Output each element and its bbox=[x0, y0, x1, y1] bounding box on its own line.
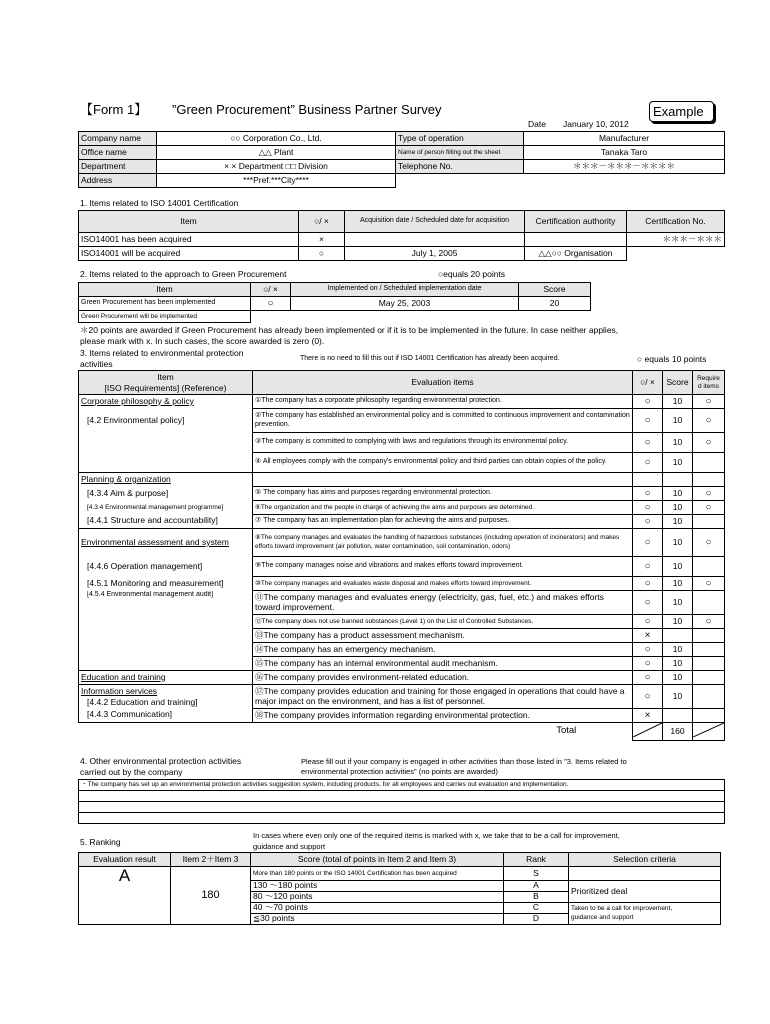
eval-score bbox=[663, 473, 693, 487]
rank-score-range: 130 ～180 points bbox=[251, 881, 504, 892]
eval-col-item bbox=[79, 371, 253, 395]
rank-letter: D bbox=[504, 914, 569, 925]
eval-required bbox=[693, 671, 725, 685]
eval-left-title: Information services bbox=[81, 686, 158, 697]
eval-score bbox=[663, 629, 693, 643]
rank-score-range: ≦30 points bbox=[251, 914, 504, 925]
eval-left: Environmental assessment and system bbox=[79, 529, 253, 557]
eval-required bbox=[693, 643, 725, 657]
rank-score-range: 80 ～120 points bbox=[251, 892, 504, 903]
iso-mark: × bbox=[299, 233, 345, 247]
rank-criteria-improve-1: Taken to be a call for improvement, bbox=[571, 905, 673, 913]
eval-mark: ○ bbox=[633, 615, 663, 629]
eval-col-required-2: d items bbox=[698, 382, 719, 390]
evaluation-result: A bbox=[79, 867, 171, 925]
table-row bbox=[79, 557, 725, 577]
eval-mark: ○ bbox=[633, 557, 663, 577]
eval-left bbox=[79, 629, 253, 643]
eval-item: ⑩The company manages and evaluates waste disposal and makes efforts toward improvement. bbox=[253, 577, 633, 591]
eval-item: ⑨The company manages noise and vibrations and makes efforts toward improvement. bbox=[253, 557, 633, 577]
iso-item: ISO14001 has been acquired bbox=[79, 233, 299, 247]
eval-col-item-sub: [ISO Requirements] (Reference) bbox=[104, 382, 227, 393]
section4-heading-2: carried out by the company bbox=[80, 767, 183, 777]
total-required-strike bbox=[693, 723, 724, 737]
iso-date: July 1, 2005 bbox=[345, 247, 525, 261]
rank-criteria-improve bbox=[569, 903, 721, 925]
eval-required: ○ bbox=[693, 501, 725, 515]
eval-item: ⑬The company has a product assessment mechanism. bbox=[253, 629, 633, 643]
eval-col-mark: ○/ × bbox=[633, 371, 663, 395]
eval-required: ○ bbox=[693, 529, 725, 557]
eval-left: Education and training bbox=[79, 671, 253, 685]
operation-type-label: Type of operation bbox=[396, 132, 524, 146]
table-row bbox=[79, 501, 725, 515]
other-activities-table bbox=[78, 779, 725, 824]
eval-mark: ○ bbox=[633, 685, 663, 709]
department-value: × × Department □□ Division bbox=[157, 160, 396, 174]
rank-score-range: More than 180 points or the ISO 14001 Certification has been acquired bbox=[251, 867, 504, 881]
other-activity-blank bbox=[79, 813, 725, 824]
table-row bbox=[79, 685, 725, 709]
table-row bbox=[79, 577, 725, 591]
eval-left bbox=[79, 657, 253, 671]
eval-score: 10 bbox=[663, 615, 693, 629]
eval-mark: ○ bbox=[633, 657, 663, 671]
iso-table bbox=[78, 210, 725, 261]
rank-letter: S bbox=[504, 867, 569, 881]
eval-score: 10 bbox=[663, 557, 693, 577]
section4-note: Please fill out if your company is engaged in other activities than those listed in "3. Items related to bbox=[301, 757, 627, 766]
eval-item: ⑮The company has an internal environmental audit mechanism. bbox=[253, 657, 633, 671]
eval-score: 10 bbox=[663, 657, 693, 671]
eval-mark: ○ bbox=[633, 643, 663, 657]
iso-authority bbox=[525, 233, 627, 247]
eval-score: 10 bbox=[663, 591, 693, 615]
eval-col-required bbox=[693, 371, 725, 395]
gp-mark: ○ bbox=[251, 297, 291, 311]
other-activity-entry: ・The company has set up an environmental protection activities suggestion system, including products, for all employees and carries out evaluation and implementation. bbox=[79, 780, 725, 791]
eval-left bbox=[79, 643, 253, 657]
iso-col-item: Item bbox=[79, 211, 299, 233]
table-row bbox=[79, 671, 725, 685]
operation-type-value: Manufacturer bbox=[524, 132, 725, 146]
eval-item: ①The company has a corporate philosophy regarding environmental protection. bbox=[253, 395, 633, 409]
section4-heading: 4. Other environmental protection activities bbox=[80, 756, 242, 766]
eval-required: ○ bbox=[693, 433, 725, 453]
eval-left: [4.5.1 Monitoring and measurement] bbox=[79, 577, 253, 591]
section4-note-2: environmental protection activities" (no points are awarded) bbox=[301, 767, 498, 776]
eval-mark: ○ bbox=[633, 501, 663, 515]
eval-mark: ○ bbox=[633, 515, 663, 529]
rank-col-score: Score (total of points in Item 2 and Item 3) bbox=[251, 853, 504, 867]
eval-left bbox=[79, 453, 253, 473]
total-label: Total bbox=[253, 723, 633, 741]
person-name-label: Name of person filling out the sheet bbox=[396, 146, 524, 160]
total-required-struck bbox=[693, 723, 725, 741]
eval-score bbox=[663, 709, 693, 723]
eval-score: 10 bbox=[663, 671, 693, 685]
eval-score: 10 bbox=[663, 685, 693, 709]
eval-score: 10 bbox=[663, 515, 693, 529]
eval-item: ⑱The company provides information regarding environmental protection. bbox=[253, 709, 633, 723]
eval-left: Corporate philosophy & policy bbox=[79, 395, 253, 409]
eval-score: 10 bbox=[663, 577, 693, 591]
total-mark-strike bbox=[633, 723, 662, 737]
eval-required bbox=[693, 685, 725, 709]
table-row bbox=[79, 515, 725, 529]
table-row bbox=[79, 629, 725, 643]
office-name-value: △△ Plant bbox=[157, 146, 396, 160]
eval-left: [4.4.6 Operation management] bbox=[79, 557, 253, 577]
table-row bbox=[79, 473, 725, 487]
eval-item: ⑧The company manages and evaluates the handling of hazardous substances (including operation of incinerators) and makes efforts toward improvement (air pollution, water contamination, soil contamination, odors) bbox=[253, 529, 633, 557]
table-row bbox=[79, 297, 591, 311]
section2-heading: 2. Items related to the approach to Green Procurement bbox=[80, 269, 287, 279]
table-row bbox=[79, 233, 725, 247]
address-value: ***Pref.***City**** bbox=[157, 174, 396, 188]
eval-item: ⑯The company provides environment-related education. bbox=[253, 671, 633, 685]
eval-required bbox=[693, 557, 725, 577]
section1-heading: 1. Items related to ISO 14001 Certification bbox=[80, 198, 239, 208]
eval-score: 10 bbox=[663, 395, 693, 409]
eval-item: ⑪The company manages and evaluates energy (electricity, gas, fuel, etc.) and makes efforts toward improvement. bbox=[253, 591, 633, 615]
page-title: ”Green Procurement” Business Partner Survey bbox=[172, 102, 442, 117]
rank-col-result: Evaluation result bbox=[79, 853, 171, 867]
eval-item: ③The company is committed to complying with laws and regulations through its environmental policy. bbox=[253, 433, 633, 453]
gp-col-date: Implemented on / Scheduled implementation date bbox=[291, 283, 519, 297]
person-name-value: Tanaka Taro bbox=[524, 146, 725, 160]
gp-col-score: Score bbox=[519, 283, 591, 297]
eval-mark: × bbox=[633, 709, 663, 723]
table-row bbox=[79, 657, 725, 671]
company-info-table bbox=[78, 131, 725, 188]
eval-col-eval: Evaluation items bbox=[253, 371, 633, 395]
table-row bbox=[79, 643, 725, 657]
eval-item: ⑰The company provides education and training for those engaged in operations that could have a major impact on the environment, and has a list of personnel. bbox=[253, 685, 633, 709]
eval-item: ⑫The company does not use banned substances (Level 1) on the List of Controlled Substances. bbox=[253, 615, 633, 629]
table-row bbox=[79, 395, 725, 409]
form-label: 【Form 1】 bbox=[80, 102, 148, 117]
section3-heading-2: activities bbox=[80, 359, 113, 369]
eval-item: ⑥The organization and the people in charge of achieving the aims and purposes are determined. bbox=[253, 501, 633, 515]
table-row bbox=[79, 433, 725, 453]
iso-item: ISO14001 will be acquired bbox=[79, 247, 299, 261]
eval-item bbox=[253, 473, 633, 487]
table-row bbox=[79, 311, 591, 323]
rank-letter: C bbox=[504, 903, 569, 914]
gp-col-mark: ○/ × bbox=[251, 283, 291, 297]
table-row bbox=[79, 529, 725, 557]
other-activity-blank bbox=[79, 791, 725, 802]
eval-score: 10 bbox=[663, 487, 693, 501]
section2-footnote: ＊20 points are awarded if Green Procurement has already been implemented or if it is to be implemented in the future. In case neither applies, bbox=[80, 325, 619, 335]
eval-required bbox=[693, 657, 725, 671]
eval-col-item-label: Item bbox=[157, 372, 174, 383]
eval-required: ○ bbox=[693, 615, 725, 629]
table-row bbox=[79, 709, 725, 723]
eval-required: ○ bbox=[693, 395, 725, 409]
table-row bbox=[79, 453, 725, 473]
eval-left: [4.4.3 Communication] bbox=[79, 709, 253, 723]
company-name-value: ○○ Corporation Co., Ltd. bbox=[157, 132, 396, 146]
iso-number bbox=[627, 247, 725, 261]
iso-col-authority: Certification authority bbox=[525, 211, 627, 233]
eval-mark bbox=[633, 473, 663, 487]
iso-col-date: Acquisition date / Scheduled date for acquisition bbox=[345, 211, 525, 233]
date-label: Date bbox=[528, 119, 546, 129]
iso-mark: ○ bbox=[299, 247, 345, 261]
table-row bbox=[79, 591, 725, 615]
eval-score: 10 bbox=[663, 501, 693, 515]
rank-letter: A bbox=[504, 881, 569, 892]
eval-required bbox=[693, 453, 725, 473]
eval-score: 10 bbox=[663, 643, 693, 657]
total-value: 160 bbox=[663, 723, 693, 741]
eval-mark: ○ bbox=[633, 395, 663, 409]
eval-required: ○ bbox=[693, 577, 725, 591]
iso-col-mark: ○/ × bbox=[299, 211, 345, 233]
other-activity-blank bbox=[79, 802, 725, 813]
office-name-label: Office name bbox=[79, 146, 157, 160]
eval-left bbox=[79, 685, 253, 709]
table-row bbox=[79, 615, 725, 629]
eval-mark: ○ bbox=[633, 529, 663, 557]
eval-left: [4.5.4 Environmental management audit] bbox=[79, 591, 253, 615]
gp-col-item: Item bbox=[79, 283, 251, 297]
eval-left-sub: [4.4.2 Education and training] bbox=[87, 696, 198, 707]
section3-points: ○ equals 10 points bbox=[637, 354, 707, 364]
rank-letter: B bbox=[504, 892, 569, 903]
total-mark-struck bbox=[633, 723, 663, 741]
iso-col-number: Certification No. bbox=[627, 211, 725, 233]
ranking-table bbox=[78, 852, 721, 925]
eval-left: Planning & organization bbox=[79, 473, 253, 487]
eval-item: ⑤ The company has aims and purposes regarding environmental protection. bbox=[253, 487, 633, 501]
eval-item: ④ All employees comply with the company's environmental policy and third parties can obtain copies of the policy. bbox=[253, 453, 633, 473]
section3-note: There is no need to fill this out if ISO 14001 Certification has already been acquired. bbox=[300, 355, 560, 362]
eval-mark: ○ bbox=[633, 409, 663, 433]
section5-note: In cases where even only one of the required items is marked with x, we take that to be a call for improvement, bbox=[253, 831, 620, 840]
iso-number: ＊＊＊－＊＊＊ bbox=[627, 233, 725, 247]
eval-left bbox=[79, 433, 253, 453]
eval-score: 10 bbox=[663, 529, 693, 557]
telephone-value: ＊＊＊－＊＊＊－＊＊＊＊ bbox=[524, 160, 725, 174]
rank-criteria-improve-2: guidance and support bbox=[571, 913, 634, 921]
gp-score: 20 bbox=[519, 297, 591, 311]
eval-score: 10 bbox=[663, 433, 693, 453]
green-procurement-table bbox=[78, 282, 591, 323]
example-badge bbox=[649, 101, 714, 122]
total-row bbox=[79, 723, 725, 741]
company-name-label: Company name bbox=[79, 132, 157, 146]
gp-item: Green Procurement has been implemented bbox=[79, 297, 251, 311]
eval-item: ⑭The company has an emergency mechanism. bbox=[253, 643, 633, 657]
eval-required bbox=[693, 473, 725, 487]
iso-date bbox=[345, 233, 525, 247]
section2-footnote-2: please mark with x. In such cases, the score awarded is zero (0). bbox=[80, 336, 325, 346]
gp-score bbox=[519, 311, 591, 323]
example-badge-text: Example bbox=[653, 104, 704, 119]
eval-mark: × bbox=[633, 629, 663, 643]
eval-col-required-1: Require bbox=[697, 374, 720, 382]
telephone-label: Telephone No. bbox=[396, 160, 524, 174]
date-value: January 10, 2012 bbox=[563, 119, 629, 129]
eval-item: ⑦ The company has an implementation plan for achieving the aims and purposes. bbox=[253, 515, 633, 529]
rank-col-items: Item 2＋Item 3 bbox=[171, 853, 251, 867]
section3-heading: 3. Items related to environmental protection bbox=[80, 348, 244, 358]
eval-score: 10 bbox=[663, 453, 693, 473]
table-row bbox=[79, 409, 725, 433]
table-row bbox=[79, 867, 721, 881]
section2-points-note: ○equals 20 points bbox=[438, 269, 506, 279]
eval-required bbox=[693, 709, 725, 723]
rank-col-criteria: Selection criteria bbox=[569, 853, 721, 867]
eval-mark: ○ bbox=[633, 577, 663, 591]
items-total: 180 bbox=[171, 867, 251, 925]
rank-criteria-blank bbox=[569, 867, 721, 881]
gp-date bbox=[291, 311, 519, 323]
rank-score-range: 40 ～70 points bbox=[251, 903, 504, 914]
eval-item: ②The company has established an environmental policy and is committed to continuous improvement and contamination prevention. bbox=[253, 409, 633, 433]
eval-required bbox=[693, 515, 725, 529]
eval-required bbox=[693, 591, 725, 615]
address-label: Address bbox=[79, 174, 157, 188]
gp-date: May 25, 2003 bbox=[291, 297, 519, 311]
eval-col-score: Score bbox=[663, 371, 693, 395]
eval-left: [4.3.4 Aim & purpose] bbox=[79, 487, 253, 501]
eval-left bbox=[79, 615, 253, 629]
eval-score: 10 bbox=[663, 409, 693, 433]
table-row bbox=[79, 247, 725, 261]
eval-left: [4.2 Environmental policy] bbox=[79, 409, 253, 433]
eval-mark: ○ bbox=[633, 591, 663, 615]
eval-mark: ○ bbox=[633, 671, 663, 685]
eval-required: ○ bbox=[693, 487, 725, 501]
rank-criteria-prioritized: Prioritized deal bbox=[569, 881, 721, 903]
eval-required bbox=[693, 629, 725, 643]
section5-heading: 5. Ranking bbox=[80, 837, 121, 847]
iso-authority: △△○○ Organisation bbox=[525, 247, 627, 261]
section5-note-2: guidance and support bbox=[253, 842, 326, 851]
rank-col-rank: Rank bbox=[504, 853, 569, 867]
eval-mark: ○ bbox=[633, 487, 663, 501]
eval-left: [4.4.1 Structure and accountability] bbox=[79, 515, 253, 529]
eval-mark: ○ bbox=[633, 433, 663, 453]
evaluation-table bbox=[78, 370, 725, 741]
table-row bbox=[79, 487, 725, 501]
department-label: Department bbox=[79, 160, 157, 174]
eval-required: ○ bbox=[693, 409, 725, 433]
gp-mark bbox=[251, 311, 291, 323]
eval-left: [4.3.4 Environmental management programme] bbox=[79, 501, 253, 515]
gp-item: Green Procurement will be implemented bbox=[79, 311, 251, 323]
eval-mark: ○ bbox=[633, 453, 663, 473]
